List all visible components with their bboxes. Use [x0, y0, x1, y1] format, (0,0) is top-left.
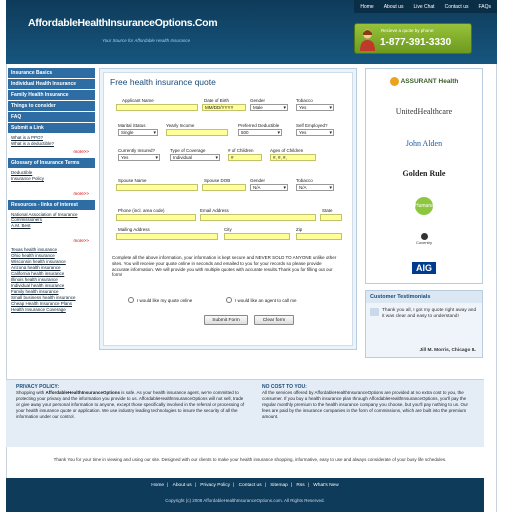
quote-online-label: I would like my quote online	[137, 298, 193, 303]
testimonial-box	[365, 290, 483, 358]
assurant-icon	[390, 77, 399, 86]
sidebar-item-insurance-basics[interactable]: Insurance Basics	[8, 68, 95, 79]
footer-home-link[interactable]: Home	[151, 483, 165, 488]
phone-label: Phone (incl. area code)	[118, 208, 165, 213]
golden-rule-logo: Golden Rule	[402, 169, 446, 178]
state-link[interactable]: Texas health insurance	[11, 246, 58, 252]
email-input[interactable]	[200, 214, 316, 221]
address-label: Mailing Address	[118, 227, 150, 232]
carrier-logos	[365, 68, 483, 284]
privacy-section	[6, 379, 484, 447]
phone-number[interactable]: 1-877-391-3330	[380, 37, 452, 48]
quote-icon	[370, 308, 379, 316]
copyright: Copyright (c) 2008 AffordableHealthInsuranceOptions.com. All Rights Reserved.	[165, 498, 325, 503]
footer-about-link[interactable]: About us	[172, 483, 192, 488]
quote-form-panel	[99, 68, 357, 350]
footer-rss-link[interactable]: Rss	[296, 483, 305, 488]
tobacco-select[interactable]: Yes ▾	[296, 104, 334, 111]
coventry-logo: Coventry	[366, 233, 482, 245]
state-input[interactable]	[320, 214, 342, 221]
resources-more-link[interactable]: more>>	[73, 238, 89, 243]
state-label: State	[322, 208, 333, 213]
topnav-faqs[interactable]: FAQs	[478, 3, 491, 10]
glossary-link-deductible[interactable]: Deductible	[11, 169, 33, 175]
faq-more-link[interactable]: more>>	[73, 149, 89, 154]
spouse-dob-input[interactable]	[202, 184, 246, 191]
marital-label: Marital Status	[118, 123, 146, 128]
children-label: # of Children	[228, 148, 254, 153]
insured-label: Currently Insured?	[118, 148, 156, 153]
privacy-column	[16, 384, 248, 420]
footer-whats-new-link[interactable]: What's New	[313, 483, 339, 488]
ages-input[interactable]: #, #, #,	[270, 154, 316, 161]
self-employed-select[interactable]: Yes ▾	[296, 129, 334, 136]
coverage-select[interactable]: Individual ▾	[170, 154, 220, 161]
privacy-text: Shopping with AffordableHealthInsuranceOptions is safe. As your health insurance agent, we're committed to protecting your privacy and the information you provide to us. AffordableHealthInsuranceOptions will not sell, trade or give away your personal information to anyone, except those specifically involved in the referral or processing of your health insurance quote or application. We use industry leading technologies to insure the security of all the information under our control.	[16, 390, 245, 419]
city-label: City	[224, 227, 232, 232]
deductible-select[interactable]: 500 ▾	[238, 129, 282, 136]
form-title: Free health insurance quote	[110, 77, 216, 87]
sidebar-item-individual[interactable]: Individual Health Insurance	[8, 79, 95, 90]
glossary-link-policy[interactable]: Insurance Policy	[11, 175, 45, 181]
state-link[interactable]: California health insurance	[11, 270, 65, 276]
quote-online-radio[interactable]	[128, 297, 134, 303]
topnav-about[interactable]: About us	[383, 3, 404, 10]
spouse-gender-select[interactable]: N/A ▾	[250, 184, 288, 191]
site-header	[6, 0, 497, 64]
site-tagline: Your Source for Affordable Health Insurance	[102, 38, 191, 43]
sidebar-item-submit-link[interactable]: Submit a Link	[8, 123, 95, 134]
resources-heading: Resources - links of interest	[8, 200, 95, 211]
resource-link-naic[interactable]: National Association of Insurance Commissioners	[11, 211, 78, 222]
address-input[interactable]	[116, 233, 218, 240]
zip-label: Zip	[296, 227, 303, 232]
footer-sitemap-link[interactable]: Sitemap	[270, 483, 288, 488]
state-link[interactable]: Small business health insurance	[11, 294, 76, 300]
insured-select[interactable]: Yes ▾	[118, 154, 160, 161]
spouse-tobacco-label: Tobacco	[296, 178, 313, 183]
sidebar-item-family[interactable]: Family Health Insurance	[8, 90, 95, 101]
testimonial-author: Jill M. Morris, Chicago IL	[419, 348, 476, 353]
john-alden-logo: John Alden	[405, 139, 443, 148]
state-link[interactable]: Arizona health insurance	[11, 264, 61, 270]
faq-link-ppo[interactable]: What is a PPO?	[11, 134, 44, 140]
income-label: Yearly Income	[166, 123, 195, 128]
clear-button[interactable]: Clear form	[254, 315, 294, 325]
state-link[interactable]: Individual health insurance	[11, 282, 65, 288]
coverage-label: Type of Coverage	[170, 148, 206, 153]
testimonial-text: Thank you all, I got my quote right away and it was clear and easy to understand!	[382, 308, 477, 320]
glossary-more-link[interactable]: more>>	[73, 191, 89, 196]
footer-privacy-link[interactable]: Privacy Policy	[200, 483, 231, 488]
spouse-name-input[interactable]	[116, 184, 198, 191]
nocost-column	[262, 384, 477, 420]
tobacco-label: Tobacco	[296, 98, 313, 103]
deductible-label: Preferred Deductible	[238, 123, 280, 128]
form-disclaimer: Complete all the above information, your information is kept secure and NEVER SOLD TO ANYONE unlike other sites. You will receive your quote online in seconds and emailed to you for your records so please provide accurate information. We will provide you with multiple quotes with accurate results.Thank you for filling out our form!	[112, 255, 337, 278]
topnav-live-chat[interactable]: Live Chat	[413, 3, 435, 10]
state-link[interactable]: Health Insurance Coverage	[11, 306, 66, 312]
sidebar	[8, 68, 95, 312]
state-link[interactable]: Family health insurance	[11, 288, 59, 294]
zip-input[interactable]	[296, 233, 342, 240]
city-input[interactable]	[224, 233, 290, 240]
ages-label: Ages of Children	[270, 148, 304, 153]
right-column	[365, 68, 483, 358]
phone-input[interactable]	[116, 214, 196, 221]
footer-contact-link[interactable]: Contact us	[238, 483, 262, 488]
privacy-title: PRIVACY POLICY:	[16, 384, 60, 390]
gender-select[interactable]: Male ▾	[250, 104, 288, 111]
site-footer	[6, 478, 484, 512]
testimonial-title: Customer Testimonials	[366, 291, 482, 303]
submit-button[interactable]: Submit Form	[204, 315, 248, 325]
sidebar-item-faq[interactable]: FAQ	[8, 112, 95, 123]
email-label: Email Address	[200, 208, 229, 213]
topnav-contact[interactable]: Contact us	[444, 3, 469, 10]
dob-input[interactable]: MM/DD/YYYY	[202, 104, 246, 111]
assurant-logo: ASSURANT Health	[366, 77, 482, 86]
applicant-label: Applicant Name	[122, 98, 154, 103]
state-link[interactable]: Wisconsin health insurance	[11, 258, 66, 264]
resource-link-ambest[interactable]: A.M. Best	[11, 222, 31, 228]
nocost-title: NO COST TO YOU:	[262, 384, 307, 390]
site-logo[interactable]: AffordableHealthInsuranceOptions.Com	[28, 17, 218, 29]
spouse-label: Spouse Name	[118, 178, 147, 183]
topnav-home[interactable]: Home	[360, 3, 374, 10]
agent-call-label: I would like an agent to call me	[235, 298, 297, 303]
dob-label: Date of Birth	[204, 98, 230, 103]
unitedhealthcare-logo: UnitedHealthcare	[395, 107, 453, 116]
phone-quote-box[interactable]	[354, 23, 472, 54]
footer-nav: Home | About us | Privacy Policy | Contact us | Sitemap | Rss | What's New	[151, 483, 339, 488]
phone-label: Recieve a quote by phone:	[381, 28, 435, 33]
gender-label: Gender	[250, 98, 266, 103]
state-link[interactable]: Cheap Health Insurance Plans	[11, 300, 73, 306]
spouse-gender-label: Gender	[250, 178, 266, 183]
applicant-name-input[interactable]	[116, 104, 198, 111]
humana-logo: Humana	[366, 197, 482, 215]
aig-logo: AIG	[366, 262, 482, 274]
state-link[interactable]: Illinois health insurance	[11, 276, 58, 282]
spouse-dob-label: Spouse DOB	[204, 178, 231, 183]
top-nav	[354, 0, 497, 13]
glossary-heading: Glossary of Insurance Terms	[8, 158, 95, 169]
self-employed-label: Self Employed?	[296, 123, 328, 128]
marital-select[interactable]: Single ▾	[118, 129, 158, 136]
state-link[interactable]: Ohio health insurance	[11, 252, 55, 258]
faq-link-deductible[interactable]: What is a deductible?	[11, 140, 55, 146]
income-input[interactable]	[166, 129, 228, 136]
agent-icon	[359, 28, 376, 51]
thanks-text: Thank You for your time in viewing and using our site. Designed with our clients to make your health insurance shopping, informative, easy to use and always considerate of your busy life schedules.	[53, 457, 447, 462]
children-input[interactable]: #	[228, 154, 262, 161]
spouse-tobacco-select[interactable]: N/A ▾	[296, 184, 334, 191]
nocost-text: All the services offered by AffordableHealthInsuranceOptions are provided at no extra cost to you, the consumer. If you buy a health insurance plan through AffordableHealthInsuranceOptions, you'll pay the regular monthly premium to the health insurance company you choose, but you'll pay nothing to us. Our fees are paid by the insurance companies in the form of commissions, which are built into the premium amount.	[262, 390, 468, 419]
sidebar-item-things[interactable]: Things to consider	[8, 101, 95, 112]
agent-call-radio[interactable]	[226, 297, 232, 303]
